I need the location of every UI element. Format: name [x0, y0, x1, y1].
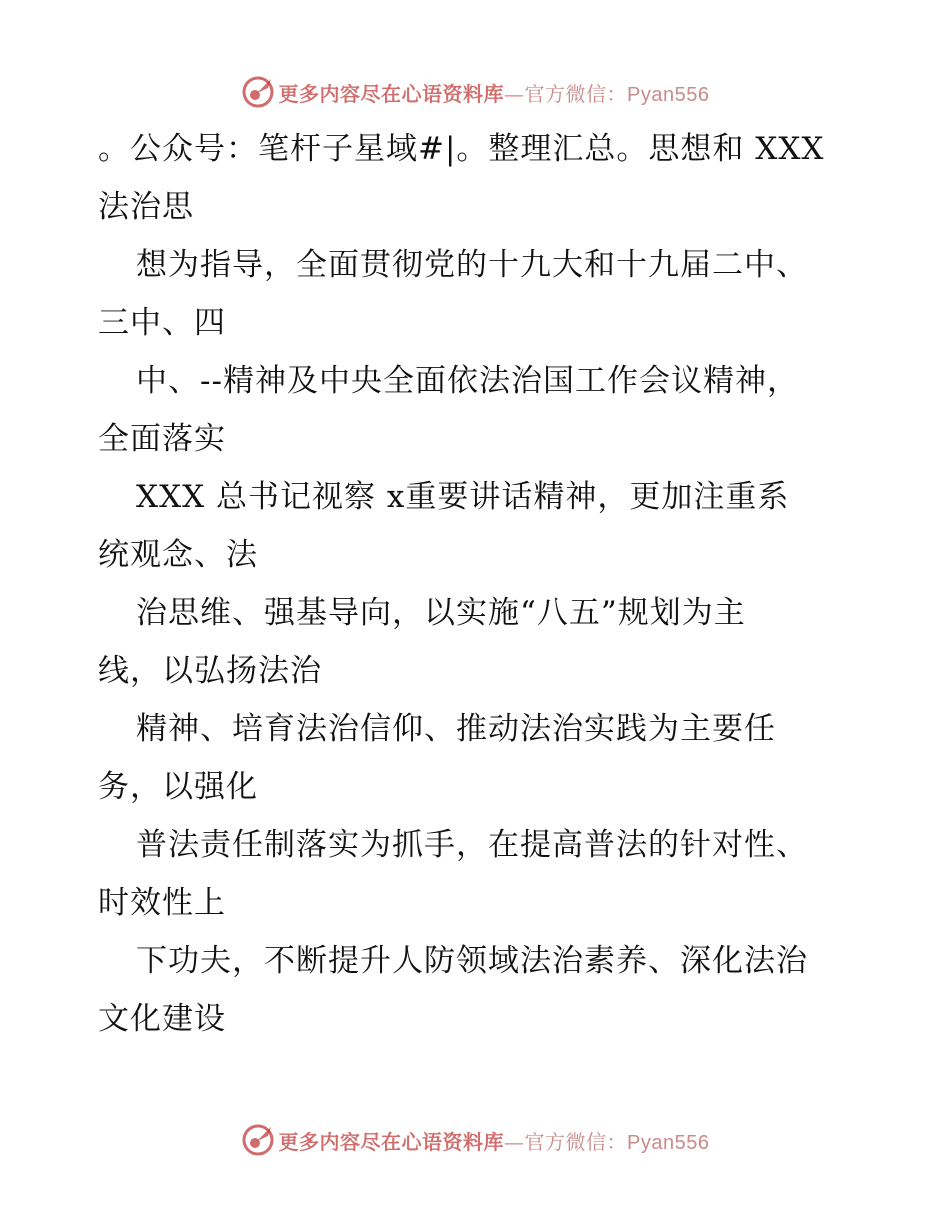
body-line: 务，以强化: [98, 769, 258, 805]
body-line: 中、--精神及中央全面依法治国工作会议精神，: [136, 363, 799, 399]
quill-seal-icon: [241, 1123, 275, 1157]
body-line: 治思维、强基导向，以实施“八五”规划为主: [136, 595, 746, 631]
footer-contact-label: 官方微信：: [524, 1129, 628, 1154]
header-brand-text: 更多内容尽在心语资料库: [278, 81, 505, 106]
header-contact-label: 官方微信：: [524, 81, 628, 106]
body-line: 。公众号：笔杆子星域#|。整理汇总。思想和 XXX: [98, 131, 825, 167]
body-line: 时效性上: [98, 885, 226, 921]
header-watermark-banner: [0, 72, 950, 112]
document-body: [98, 120, 858, 1048]
body-line: 想为指导，全面贯彻党的十九大和十九届二中、: [136, 247, 808, 283]
footer-brand-text: 更多内容尽在心语资料库: [278, 1129, 505, 1154]
body-line: 三中、四: [98, 305, 226, 341]
footer-separator: —: [504, 1129, 525, 1154]
body-line: 精神、培育法治信仰、推动法治实践为主要任: [136, 711, 776, 747]
body-line: 统观念、法: [98, 537, 258, 573]
body-line: 线，以弘扬法治: [98, 653, 322, 689]
header-contact-id: Pyan556: [627, 83, 710, 106]
header-watermark-text: [279, 78, 710, 107]
header-separator: —: [504, 81, 525, 106]
quill-seal-icon: [241, 75, 275, 109]
body-line: 普法责任制落实为抓手，在提高普法的针对性、: [136, 827, 808, 863]
body-line: XXX 总书记视察 x重要讲话精神，更加注重系: [136, 479, 790, 515]
body-line: 全面落实: [98, 421, 226, 457]
body-line: 文化建设: [98, 1001, 226, 1037]
footer-contact-id: Pyan556: [627, 1131, 710, 1154]
body-line: 法治思: [98, 189, 194, 225]
footer-watermark-banner: [0, 1120, 950, 1160]
body-line: 下功夫，不断提升人防领域法治素养、深化法治: [136, 943, 808, 979]
footer-watermark-text: [279, 1126, 710, 1155]
